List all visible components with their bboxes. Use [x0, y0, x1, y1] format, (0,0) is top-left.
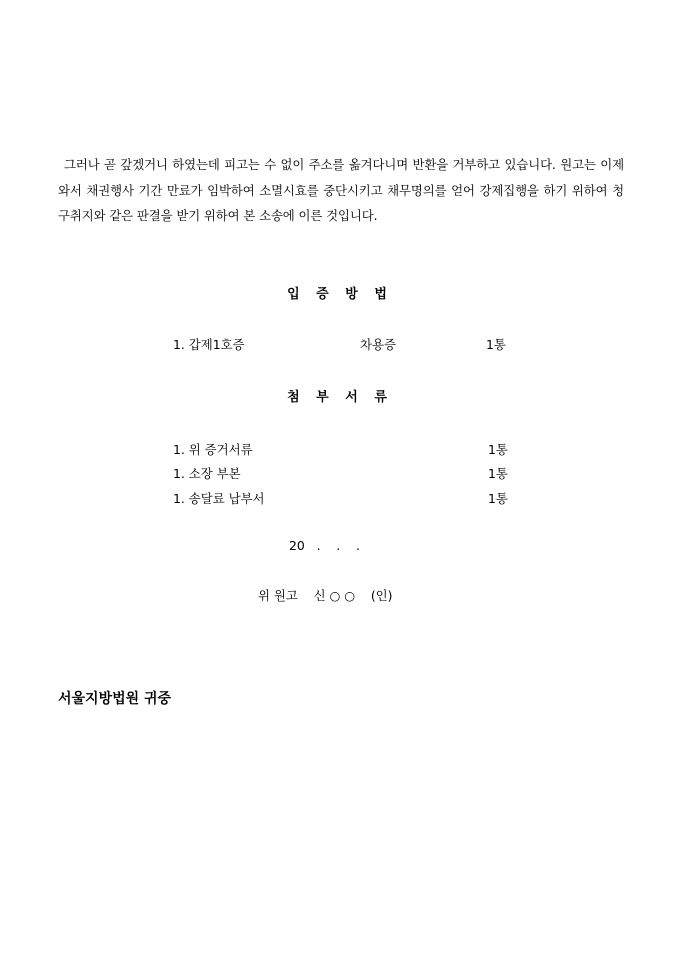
- court-addressee: 서울지방법원 귀중: [58, 691, 172, 707]
- attachment-item-count: 1통: [488, 466, 508, 481]
- date-line: 20 . . .: [289, 538, 360, 553]
- evidence-item-label: 1. 갑제1호증: [173, 337, 245, 352]
- body-paragraph: 그러나 곧 갚겠거니 하였는데 피고는 수 없이 주소를 옮겨다니며 반환을 거부하고 있습니다. 원고는 이제 와서 채권행사 기간 만료가 임박하여 소멸시효를 중단시키고 채무명의를 얻어 강제집행을 하기 위하여 청구취지와 같은 판결을 받기 위하여 본 소송에 이른 것입니다.: [58, 157, 624, 223]
- attachment-item-label: 1. 송달료 납부서: [173, 491, 265, 506]
- attachment-item-count: 1통: [488, 442, 508, 457]
- signature-line: 위 원고 신 ○ ○ (인): [258, 588, 393, 603]
- evidence-heading: 입 증 방 법: [287, 287, 393, 302]
- evidence-item-desc: 차용증: [360, 337, 396, 352]
- evidence-item-count: 1통: [486, 337, 506, 352]
- attachments-heading: 첨 부 서 류: [287, 390, 393, 405]
- attachment-item-label: 1. 위 증거서류: [173, 442, 253, 457]
- attachment-item-label: 1. 소장 부본: [173, 466, 241, 481]
- attachment-item-count: 1통: [488, 491, 508, 506]
